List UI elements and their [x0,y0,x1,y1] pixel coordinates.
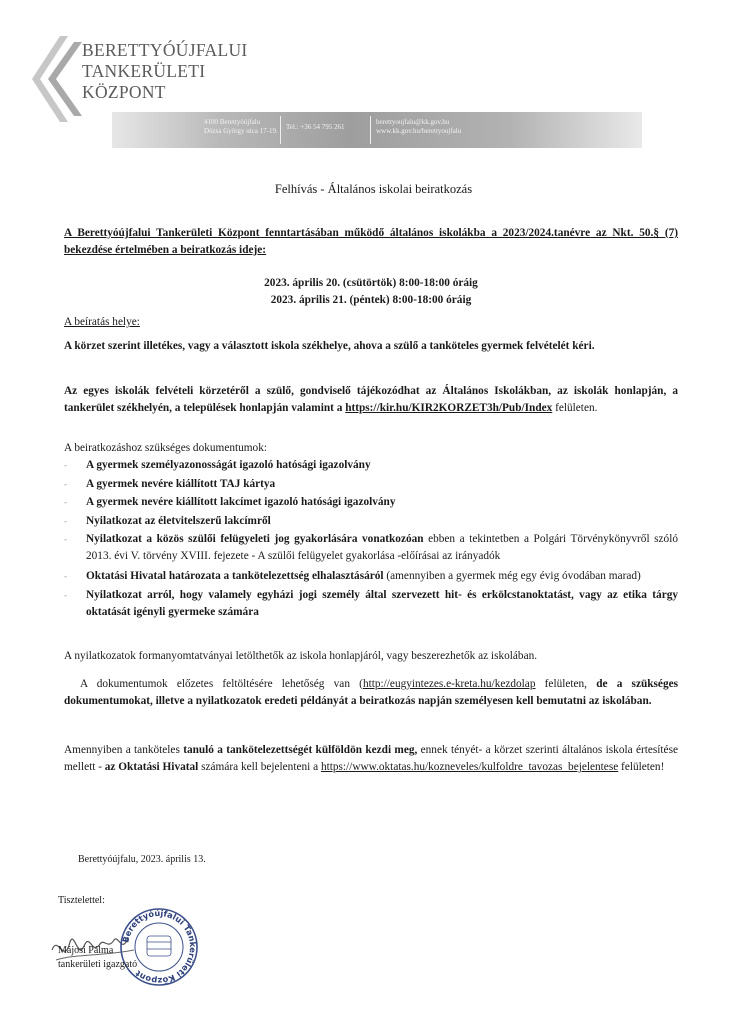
bullet-mark: - [64,534,67,545]
bullet-mark: - [64,478,67,489]
greeting: Tisztelettel: [58,895,105,906]
list-item: - A gyermek személyazonosságát igazoló hatósági igazolvány [64,457,678,474]
contact-web: berettyoujfalu@kk.gov.hu www.kk.gov.hu/berettyoujfalu [376,118,462,135]
oktatas-link[interactable]: https://www.oktatas.hu/kozneveles/kulfoldre_tavozas_bejelentese [320,761,619,773]
ekreta-link[interactable]: http://eugyintezes.e-kreta.hu/kezdolap [362,678,536,690]
enrollment-intro: A Berettyóújfalui Tankerületi Központ fenntartásában működő általános iskolákba a 2023/2024.tanévre az Nkt. 50.§ (7) bekezdése értelmében a beiratkozás ideje: [64,227,678,256]
list-item: - Nyilatkozat a közös szülői felügyeleti jog gyakorlására vonatkozóan ebben a tekintetben a Polgári Törvénykönyvről szóló 2013. évi V. törvény XVIII. fejezete - A szülői felügyelet gyakorlása -előírásai az irányadók [64,531,678,564]
abroad-text: Amennyiben a tanköteles tanuló a tankötelezettségét külföldön kezdi meg, ennek tényét- a körzet szerinti általános iskola értesítése mellett - az Oktatási Hivatal számára kell bejelenteni a https://www.oktatas.hu/kozneveles/kulfoldre_tavozas_bejelentese felületen! [64,744,678,773]
bullet-mark: - [64,497,67,508]
band-divider [280,116,281,144]
bullet-mark: - [64,570,67,581]
forms-text: A nyilatkozatok formanyomtatványai letölthetők az iskola honlapjáról, vagy beszerezhetők az iskolában. [64,650,538,662]
district-info: Az egyes iskolák felvételi körzetéről a szülő, gondviselő tájékozódhat az Általános Iskolákban, az iskolák honlapján, a tankerület székhelyén, a települések honlapján valamint a https://kir.hu/KIR2KORZET3h/Pub/Index felületen. [64,385,678,414]
phone-number: Tel.: +36 54 795 261 [286,123,345,131]
list-item: - Nyilatkozat az életvitelszerű lakcímről [64,513,678,530]
place-heading: A beíratás helye: [64,316,140,328]
list-item: - Oktatási Hivatal határozata a tankötelezettség elhalasztásáról (amennyiben a gyermek még egy évig óvodában marad) [64,568,678,585]
place-date: Berettyóújfalu, 2023. április 13. [78,854,206,865]
document-title: Felhívás - Általános iskolai beiratkozás [274,182,473,196]
bullet-mark: - [64,590,67,601]
bullet-mark: - [64,460,67,470]
address-block: 4100 Berettyóújfalu Dózsa György utca 17-19. [204,118,278,135]
signer-name: Májosi Pálma [58,945,114,956]
bullet-mark: - [64,515,67,526]
documents-list [64,457,678,620]
list-item: - A gyermek nevére kiállított lakcímet igazoló hatósági igazolvány [64,494,678,511]
logo-chevron-icon [30,34,90,124]
enrollment-date-1: 2023. április 20. (csütörtök) 8:00-18:00 óráig [264,277,478,289]
list-item: - Nyilatkozat arról, hogy valamely egyházi jogi személy által szervezett hit- és erkölcstanoktatást, vagy az etika tárgy oktatását igényli gyermeke számára [64,587,678,620]
kir-link[interactable]: https://kir.hu/KIR2KORZET3h/Pub/Index [345,402,553,414]
signer-title: tankerületi igazgató [58,959,138,970]
band-divider [370,116,371,144]
list-item: - A gyermek nevére kiállított TAJ kártya [64,476,678,493]
enrollment-date-2: 2023. április 21. (péntek) 8:00-18:00 óráig [270,294,472,306]
signer [58,944,672,972]
upload-text: A dokumentumok előzetes feltöltésére lehetőség van (http://eugyintezes.e-kreta.hu/kezdolap felületen, de a szükséges dokumentumokat, illetve a nyilatkozatok eredeti példányát a beiratkozás napján személyesen kell bemutatni az iskolában. [64,678,679,707]
contact-band [112,112,642,148]
organization-name: BERETTYÓÚJFALUI TANKERÜLETI KÖZPONT [82,40,248,102]
place-text: A körzet szerint illetékes, vagy a választott iskola székhelye, ahova a szülő a tanköteles gyermek felvételét kéri. [64,340,595,352]
seal-lettering: Berettyóújfalui Tankerületi Központ [120,907,199,987]
documents-heading: A beiratkozáshoz szükséges dokumentumok: [64,442,267,454]
enrollment-dates [64,275,678,309]
